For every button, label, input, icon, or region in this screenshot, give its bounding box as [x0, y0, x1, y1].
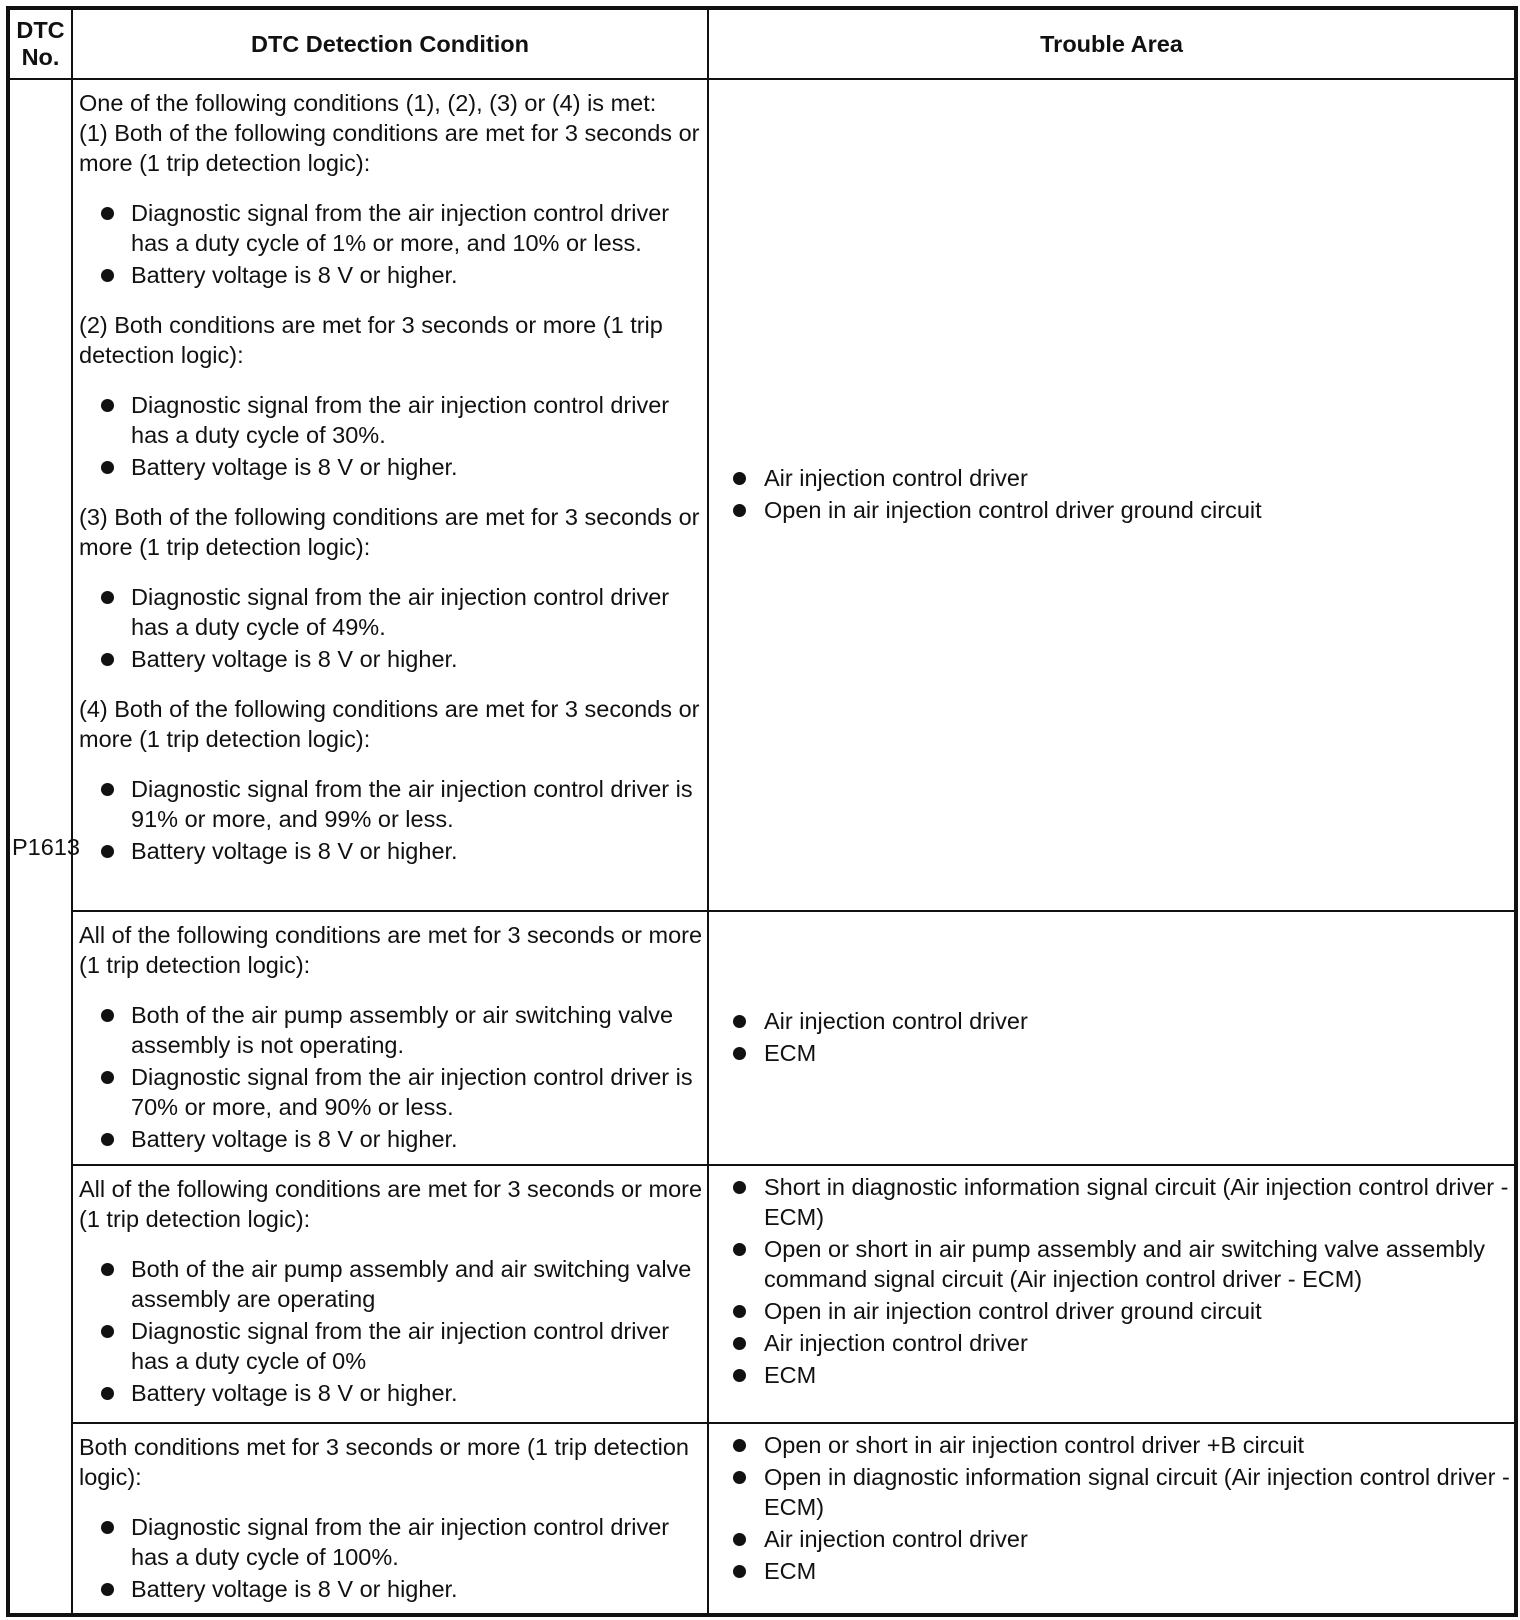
list-item — [731, 1524, 1510, 1554]
condition-cell — [72, 1165, 708, 1423]
condition-intro: One of the following conditions (1), (2), (3) or (4) is met: — [79, 90, 657, 116]
header-trouble-area: Trouble Area — [708, 8, 1516, 79]
bullet-text: Battery voltage is 8 V or higher. — [131, 1380, 458, 1406]
header-row — [8, 8, 1516, 79]
trouble-area-cell — [708, 1423, 1516, 1615]
bullet-text: Both of the air pump assembly and air switching valve assembly are operating — [131, 1256, 692, 1312]
bullet-icon — [733, 472, 746, 485]
list-item — [99, 1000, 703, 1060]
list-item — [99, 1574, 703, 1604]
bullet-text: Battery voltage is 8 V or higher. — [131, 1576, 458, 1602]
list-item — [731, 1006, 1510, 1036]
list-item — [731, 1462, 1510, 1522]
list-item — [99, 644, 703, 674]
condition-heading: All of the following conditions are met for 3 seconds or more (1 trip detection logic): — [79, 1176, 703, 1232]
bullet-text: Both of the air pump assembly or air switching valve assembly is not operating. — [131, 1002, 674, 1058]
bullet-icon — [733, 1533, 746, 1546]
bullet-text: Battery voltage is 8 V or higher. — [131, 646, 458, 672]
dtc-table — [6, 6, 1518, 1617]
bullet-text: Battery voltage is 8 V or higher. — [131, 838, 458, 864]
list-item — [731, 1038, 1510, 1068]
list-item — [99, 1062, 703, 1122]
trouble-area-text: Air injection control driver — [764, 1526, 1028, 1552]
list-item — [99, 260, 703, 290]
list-item — [99, 1378, 703, 1408]
trouble-area-text: Open or short in air pump assembly and air switching valve assembly command signal circuit (Air injection control driver - ECM) — [764, 1236, 1485, 1292]
bullet-icon — [101, 653, 114, 666]
bullet-icon — [733, 1015, 746, 1028]
bullet-icon — [733, 1471, 746, 1484]
condition-heading: Both conditions met for 3 seconds or more (1 trip detection logic): — [79, 1434, 690, 1490]
trouble-area-text: Air injection control driver — [764, 1008, 1028, 1034]
trouble-area-text: ECM — [764, 1558, 817, 1584]
condition-bullets — [79, 1000, 703, 1154]
bullet-text: Diagnostic signal from the air injection control driver has a duty cycle of 49%. — [131, 584, 670, 640]
condition-cell — [72, 1423, 708, 1615]
bullet-icon — [733, 1565, 746, 1578]
trouble-area-text: Open in air injection control driver ground circuit — [764, 1298, 1262, 1324]
condition-heading: (1) Both of the following conditions are met for 3 seconds or more (1 trip detection logic): — [79, 120, 700, 176]
bullet-icon — [733, 1369, 746, 1382]
condition-heading: (4) Both of the following conditions are met for 3 seconds or more (1 trip detection logic): — [79, 696, 700, 752]
condition-bullets — [79, 198, 703, 290]
bullet-icon — [733, 1047, 746, 1060]
condition-bullets — [79, 774, 703, 866]
trouble-area-list — [731, 1172, 1510, 1390]
list-item — [731, 1296, 1510, 1326]
bullet-icon — [101, 399, 114, 412]
bullet-icon — [733, 1337, 746, 1350]
trouble-area-cell — [708, 79, 1516, 911]
list-item — [99, 1124, 703, 1154]
trouble-area-list — [731, 463, 1510, 525]
bullet-icon — [101, 1263, 114, 1276]
bullet-icon — [101, 845, 114, 858]
list-item — [99, 390, 703, 450]
trouble-area-text: Open or short in air injection control driver +B circuit — [764, 1432, 1305, 1458]
bullet-icon — [101, 1521, 114, 1534]
table-row — [8, 79, 1516, 911]
bullet-text: Diagnostic signal from the air injection control driver is 70% or more, and 90% or less. — [131, 1064, 693, 1120]
trouble-area-cell — [708, 911, 1516, 1165]
bullet-text: Diagnostic signal from the air injection control driver has a duty cycle of 0% — [131, 1318, 670, 1374]
condition-bullets — [79, 582, 703, 674]
list-item — [731, 1234, 1510, 1294]
table-row — [8, 911, 1516, 1165]
trouble-area-text: Air injection control driver — [764, 1330, 1028, 1356]
bullet-icon — [101, 1325, 114, 1338]
trouble-area-list — [731, 1430, 1510, 1586]
bullet-text: Diagnostic signal from the air injection control driver has a duty cycle of 100%. — [131, 1514, 670, 1570]
bullet-icon — [101, 591, 114, 604]
condition-bullets — [79, 1512, 703, 1604]
bullet-icon — [733, 504, 746, 517]
trouble-area-list — [731, 1006, 1510, 1068]
list-item — [99, 198, 703, 258]
table-row — [8, 1165, 1516, 1423]
list-item — [731, 1430, 1510, 1460]
bullet-icon — [101, 1009, 114, 1022]
bullet-text: Battery voltage is 8 V or higher. — [131, 454, 458, 480]
trouble-area-text: Open in air injection control driver ground circuit — [764, 497, 1262, 523]
condition-heading: (2) Both conditions are met for 3 seconds or more (1 trip detection logic): — [79, 312, 663, 368]
bullet-text: Diagnostic signal from the air injection control driver is 91% or more, and 99% or less. — [131, 776, 693, 832]
bullet-icon — [733, 1305, 746, 1318]
trouble-area-cell — [708, 1165, 1516, 1423]
condition-bullets — [79, 1254, 703, 1408]
list-item — [731, 463, 1510, 493]
bullet-icon — [101, 783, 114, 796]
header-dtc-no: DTC No. — [8, 8, 72, 79]
bullet-icon — [101, 1583, 114, 1596]
trouble-area-text: ECM — [764, 1362, 817, 1388]
trouble-area-text: ECM — [764, 1040, 817, 1066]
table-row — [8, 1423, 1516, 1615]
condition-bullets — [79, 390, 703, 482]
list-item — [99, 1512, 703, 1572]
condition-heading: All of the following conditions are met for 3 seconds or more (1 trip detection logic): — [79, 922, 703, 978]
condition-cell — [72, 911, 708, 1165]
trouble-area-text: Open in diagnostic information signal circuit (Air injection control driver - ECM) — [764, 1464, 1510, 1520]
bullet-icon — [733, 1243, 746, 1256]
dtc-code: P1613 — [8, 79, 72, 1615]
bullet-icon — [101, 461, 114, 474]
bullet-text: Battery voltage is 8 V or higher. — [131, 1126, 458, 1152]
bullet-icon — [101, 1387, 114, 1400]
list-item — [99, 774, 703, 834]
header-detection-condition: DTC Detection Condition — [72, 8, 708, 79]
condition-cell — [72, 79, 708, 911]
list-item — [731, 1556, 1510, 1586]
bullet-text: Battery voltage is 8 V or higher. — [131, 262, 458, 288]
list-item — [731, 1172, 1510, 1232]
list-item — [99, 836, 703, 866]
dtc-table-container — [6, 6, 1518, 1617]
bullet-text: Diagnostic signal from the air injection control driver has a duty cycle of 30%. — [131, 392, 670, 448]
bullet-icon — [101, 1071, 114, 1084]
bullet-icon — [733, 1439, 746, 1452]
list-item — [99, 1316, 703, 1376]
bullet-text: Diagnostic signal from the air injection control driver has a duty cycle of 1% or more, and 10% or less. — [131, 200, 670, 256]
trouble-area-text: Short in diagnostic information signal circuit (Air injection control driver - ECM) — [764, 1174, 1509, 1230]
list-item — [99, 1254, 703, 1314]
bullet-icon — [101, 269, 114, 282]
list-item — [731, 1360, 1510, 1390]
list-item — [99, 452, 703, 482]
bullet-icon — [101, 207, 114, 220]
list-item — [99, 582, 703, 642]
bullet-icon — [733, 1181, 746, 1194]
condition-heading: (3) Both of the following conditions are met for 3 seconds or more (1 trip detection logic): — [79, 504, 700, 560]
bullet-icon — [101, 1133, 114, 1146]
trouble-area-text: Air injection control driver — [764, 465, 1028, 491]
list-item — [731, 1328, 1510, 1358]
list-item — [731, 495, 1510, 525]
